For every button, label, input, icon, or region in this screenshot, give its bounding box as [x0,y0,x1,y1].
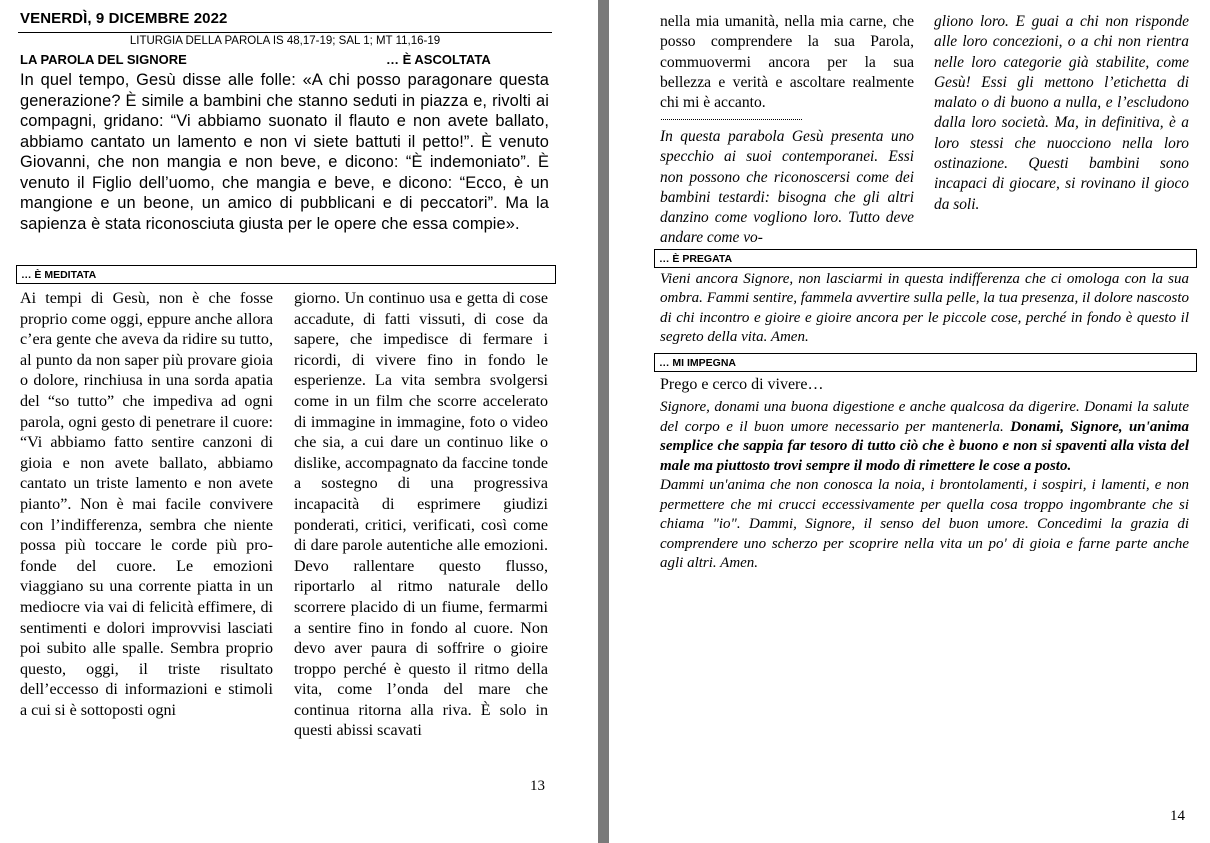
section-meditata [16,265,556,284]
dotted-separator [661,119,802,120]
prayer-text: Vieni ancora Signore, non lasciarmi in questa indifferenza che ci omologa con la sua ombra. Fammi sentire, fammela avvertire sulla pelle, la tua presenza, il dolore nascosto di chi incontro e gioire e gioire ancora per le piccole cose, perché in fondo è questo il segreto della vita. Amen. [660,271,1189,345]
commit-part-2: Dammi un'anima che non conosca la noia, i brontolamenti, i sospiri, i lamenti, e non permettere che mi crucci eccessivamente per quella cosa troppo ingombrante che si chiama "io". Dammi, Signore, il senso del buon umore. Concedimi la grazia di comprendere uno scherzo per scoprire nella vita un po' di gioia e farne parte anche agli altri. Amen. [660,477,1189,571]
pregata-label: … È PREGATA [659,253,733,265]
header-rule [18,32,552,33]
meditata-label: … È MEDITATA [21,269,97,281]
meditation-column-2: giorno. Un continuo usa e getta di cose accadute, di fatti vissuti, di cose da sapere, che impedisce di fermare i ricordi, di vivere fino in fondo le esperienze. La vita sembra svolgersi come in un film che scorre accelerato di immagine in immagine, foto o video che sia, a cui dare un continuo like o dislike, accompagnato da faccine tonde a sostegno di una progressiva incapacità di esprimere giudizi ponderati, critici, verificati, così come di dare parole autentiche alle emozioni. Devo rallentare questo flusso, riportarlo al ritmo naturale dello scorrere placido di un fiume, fermarmi a sentire fino in fondo al cuore. Non devo aver paura di soffrire o gioire troppo perché è questo il ritmo della vita, come l’onda del mare che continua ritorna alla riva. È solo in questi abissi scavati [294,290,548,740]
commit-body [660,398,1189,574]
liturgy-reference: LITURGIA DELLA PAROLA IS 48,17-19; SAL 1; MT 11,16-19 [129,35,441,47]
page-gutter [598,0,609,843]
commit-bold-text: Donami, Signore, un'anima semplice che sappia far tesoro di tutto ciò che è buono e non si spaventi alla vista del male ma piuttosto trovi sempre il modo di rimettere le cose a posto. [660,418,1189,474]
right-page [609,0,1210,843]
commit-intro: Prego e cerco di vivere… [660,376,824,393]
section-impegna [654,353,1197,372]
section-pregata [654,249,1197,268]
parola-title: LA PAROLA DEL SIGNORE [20,52,187,67]
ascoltata-label: … È ASCOLTATA [386,52,491,67]
commit-part-1: Signore, donami una buona digestione e anche qualcosa da digerire. Donami la salute del corpo e il buon umore necessario per mantenerla. [660,399,1189,435]
page-number-left: 13 [530,778,545,794]
meditation-column-1: Ai tempi di Gesù, non è che fosse proprio come oggi, eppure anche allora c’era gente che aveva da ridire su tutto, al punto da non saper più provare gioia o dolore, rinchiusa in una sorda apatia del “so tutto” che impediva ad ogni parola, ogni gesto di penetrare il cuore: “Vi abbiamo fatto sentire canzoni di gioia e non avete ballato, abbiamo cantato un triste lamento e non avete pianto”. Non è mai facile convivere con l’indifferenza, sembra che niente possa più toccare le corde più pro- fonde del cuore. Le emozioni viaggiano su una corrente piatta in un mediocre via vai di felicità effimere, di sentimenti e dolori improvvisi lasciati poi subito alle spalle. Sembra proprio questo, oggi, il triste risultato dell’eccesso di informazioni e stimoli a cui si è sottoposti ogni [20,290,273,719]
reflection-column-1-top: nella mia umanità, nella mia carne, che posso comprendere la sua Parola, commuovermi ancora per la sua bellezza e verità e ascoltare realmente chi mi è accanto. [660,13,914,112]
gospel-text: In quel tempo, Gesù disse alle folle: «A chi posso paragonare questa generazione? È simile a bambini che stanno seduti in piazza e, rivolti ai compagni, gridano: “Vi abbiamo suonato il flauto e non avete ballato, abbiamo cantato un lamento e non vi siete battuti il petto!”. È venuto Giovanni, che non mangia e non beve, e dicono: “È indemoniato”. È venuto il Figlio dell’uomo, che mangia e beve, e dicono: “Ecco, è un mangione e un beone, un amico di pubblicani e di peccatori”. Ma la sapienza è stata riconosciuta giusta per le opere che essa compie». [20,71,549,233]
page-number-right: 14 [1170,808,1185,824]
date-heading: VENERDÌ, 9 DICEMBRE 2022 [20,10,228,27]
impegna-label: … MI IMPEGNA [659,357,737,369]
reflection-column-1-italic: In questa parabola Gesù presenta uno specchio ai suoi contemporanei. Essi non possono che riconoscersi come dei bambini testardi: bisogna che gli altri danzino come vogliono loro. Tutto deve andare come vo- [660,128,914,247]
reflection-column-2-italic: gliono loro. E guai a chi non risponde alle loro concezioni, o a chi non rientra nelle loro categorie già stabilite, come Gesù! Essi gli mettono l’etichetta di malato o di buono a nulla, e l’escludono dalla loro società. Ma, in definitiva, è a loro stessi che nuocciono nella loro ostinazione. Questi bambini sono incapaci di giocare, si rovinano il gioco da soli. [934,13,1189,213]
left-page [0,0,598,843]
